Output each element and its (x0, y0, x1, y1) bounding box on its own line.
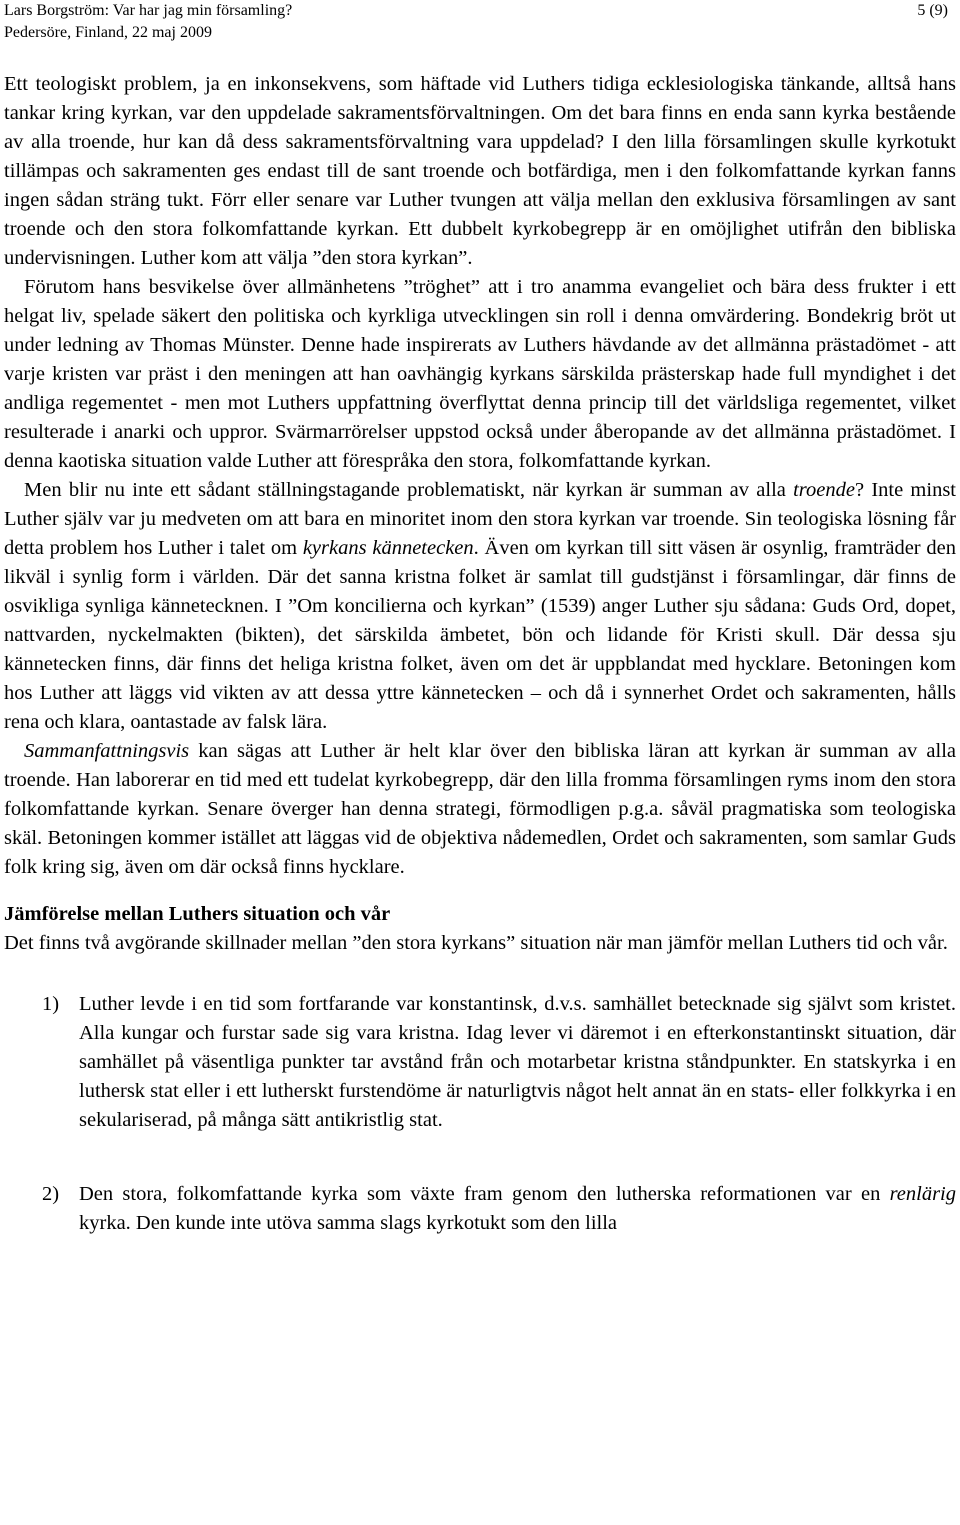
list-item (4, 990, 956, 1135)
list-item-text-a: Den stora, folkomfattande kyrka som växte fram genom den lutherska reformationen var en (79, 1183, 890, 1205)
page-header (4, 0, 948, 44)
numbered-list (4, 990, 956, 1238)
paragraph-3-emphasis-troende: troende (793, 479, 855, 501)
paragraph-3-emphasis-kannetecken: kyrkans kännetecken (302, 537, 474, 559)
list-item-text-b: kyrka. Den kunde inte utöva samma slags kyrkotukt som den lilla (79, 1212, 618, 1234)
header-place-date: Pedersöre, Finland, 22 maj 2009 (4, 24, 212, 41)
paragraph-4-emphasis: Sammanfattningsvis (24, 740, 190, 762)
paragraph-2 (4, 273, 956, 476)
paragraph-2-text: Förutom hans besvikelse över allmänhetens ”tröghet” att i tro anamma evangeliet och bära dess frukter i ett helgat liv, spelade säkert den politiska och kyrkliga utvecklingen sin roll i denna omvärdering. Bondekrig bröt ut under ledning av Thomas Münster. Denne hade inspirerats av Luthers hävdande av det allmänna prästadömet - att varje kristen var präst i den meningen att han oavhängig kyrkans särskilda prästerskap hade full myndighet i det andliga regementet - men mot Luthers uppfattning överflyttat denna princip till det världsliga regementet, vilket resulterade i anarki och uppror. Svärmarrörelser uppstod också under åberopande av det allmänna prästadömet. I denna kaotiska situation valde Luther att förespråka den stora, folkomfattande kyrkan. (4, 276, 956, 472)
section-intro: Det finns två avgörande skillnader mellan ”den stora kyrkans” situation när man jämför mellan Luthers tid och vår. (4, 932, 948, 954)
list-item-number: 1) (42, 993, 60, 1015)
section-heading: Jämförelse mellan Luthers situation och vår (4, 903, 391, 925)
paragraph-3-text-a: Men blir nu inte ett sådant ställningstagande problematiskt, när kyrkan är summan av alla (24, 479, 794, 501)
paragraph-1 (4, 70, 956, 273)
document-body (4, 70, 956, 1238)
list-item-text: Luther levde i en tid som fortfarande var konstantinsk, d.v.s. samhället betecknade sig självt som kristet. Alla kungar och furstar sade sig vara kristna. Idag lever vi däremot i en efterkonstantinskt situation, där samhället på väsentliga punkter tar avstånd från och motarbetar kristna ståndpunkter. En statskyrka i en luthersk stat eller i ett lutherskt furstendöme är naturligtvis något helt annat än en stats- eller folkkyrka i en sekulariserad, på många sätt antikristlig stat. (79, 993, 956, 1131)
header-author-title: Lars Borgström: Var har jag min församling? (4, 2, 293, 19)
header-page-number: 5 (9) (917, 2, 948, 19)
paragraph-4-text: kan sägas att Luther är helt klar över den bibliska läran att kyrkan är summan av alla troende. Han laborerar en tid med ett tudelat kyrkobegrepp, där den lilla fromma församlingen ryms inom den stora folkomfattande kyrkan. Senare överger han denna strategi, förmodligen p.g.a. såväl pragmatiska som teologiska skäl. Betoningen kommer istället att läggas vid de objektiva nådemedlen, Ordet och sakramenten, som samlar Guds folk kring sig, även om där också finns hycklare. (4, 740, 956, 878)
paragraph-3-text-b: ? Inte minst Luther själv var ju medveten om att bara en minoritet inom den stora kyrkan var troende. Sin teologiska lösning får detta problem hos Luther i talet om (4, 479, 956, 559)
paragraph-4 (4, 737, 956, 882)
list-item (4, 1180, 956, 1238)
paragraph-3-text-c: . Även om kyrkan till sitt väsen är osynlig, framträder den likväl i synlig form i världen. Där det sanna kristna folket är samlat till gudstjänst i församlingar, där finns de osvikliga synliga kännetecknen. I ”Om koncilierna och kyrkan” (1539) anger Luther sju sådana: Guds Ord, dopet, nattvarden, nyckelmakten (bikten), det särskilda ämbetet, bön och lidande för Kristi skull. Där dessa sju kännetecken finns, där finns det heliga kristna folket, även om det är uppblandat med hycklare. Betoningen kom hos Luther att läggs vid vikten av att dessa yttre kännetecken – och då i synnerhet Ordet och sakramenten, hålls rena och klara, oantastade av falsk lära. (4, 537, 956, 733)
paragraph-3 (4, 476, 956, 737)
list-item-number: 2) (42, 1183, 60, 1205)
paragraph-1-text: Ett teologiskt problem, ja en inkonsekvens, som häftade vid Luthers tidiga ecklesiologiska tänkande, alltså hans tankar kring kyrkan, var den uppdelade sakramentsförvaltningen. Om det bara finns en enda sann kyrka bestående av alla troende, hur kan då dess sakramentsförvaltning vara uppdelad? I den lilla församlingen skulle kyrkotukt tillämpas och sakramenten ges endast till de sant troende och botfärdiga, men i den folkomfattande kyrkan fanns ingen sådan sträng tukt. Förr eller senare var Luther tvungen att välja mellan den exklusiva församlingen av sant troende och den stora folkomfattande kyrkan. Ett dubbelt kyrkobegrepp är en omöjlighet utifrån den bibliska undervisningen. Luther kom att välja ”den stora kyrkan”. (4, 73, 956, 269)
list-item-emphasis: renlärig (889, 1183, 956, 1205)
